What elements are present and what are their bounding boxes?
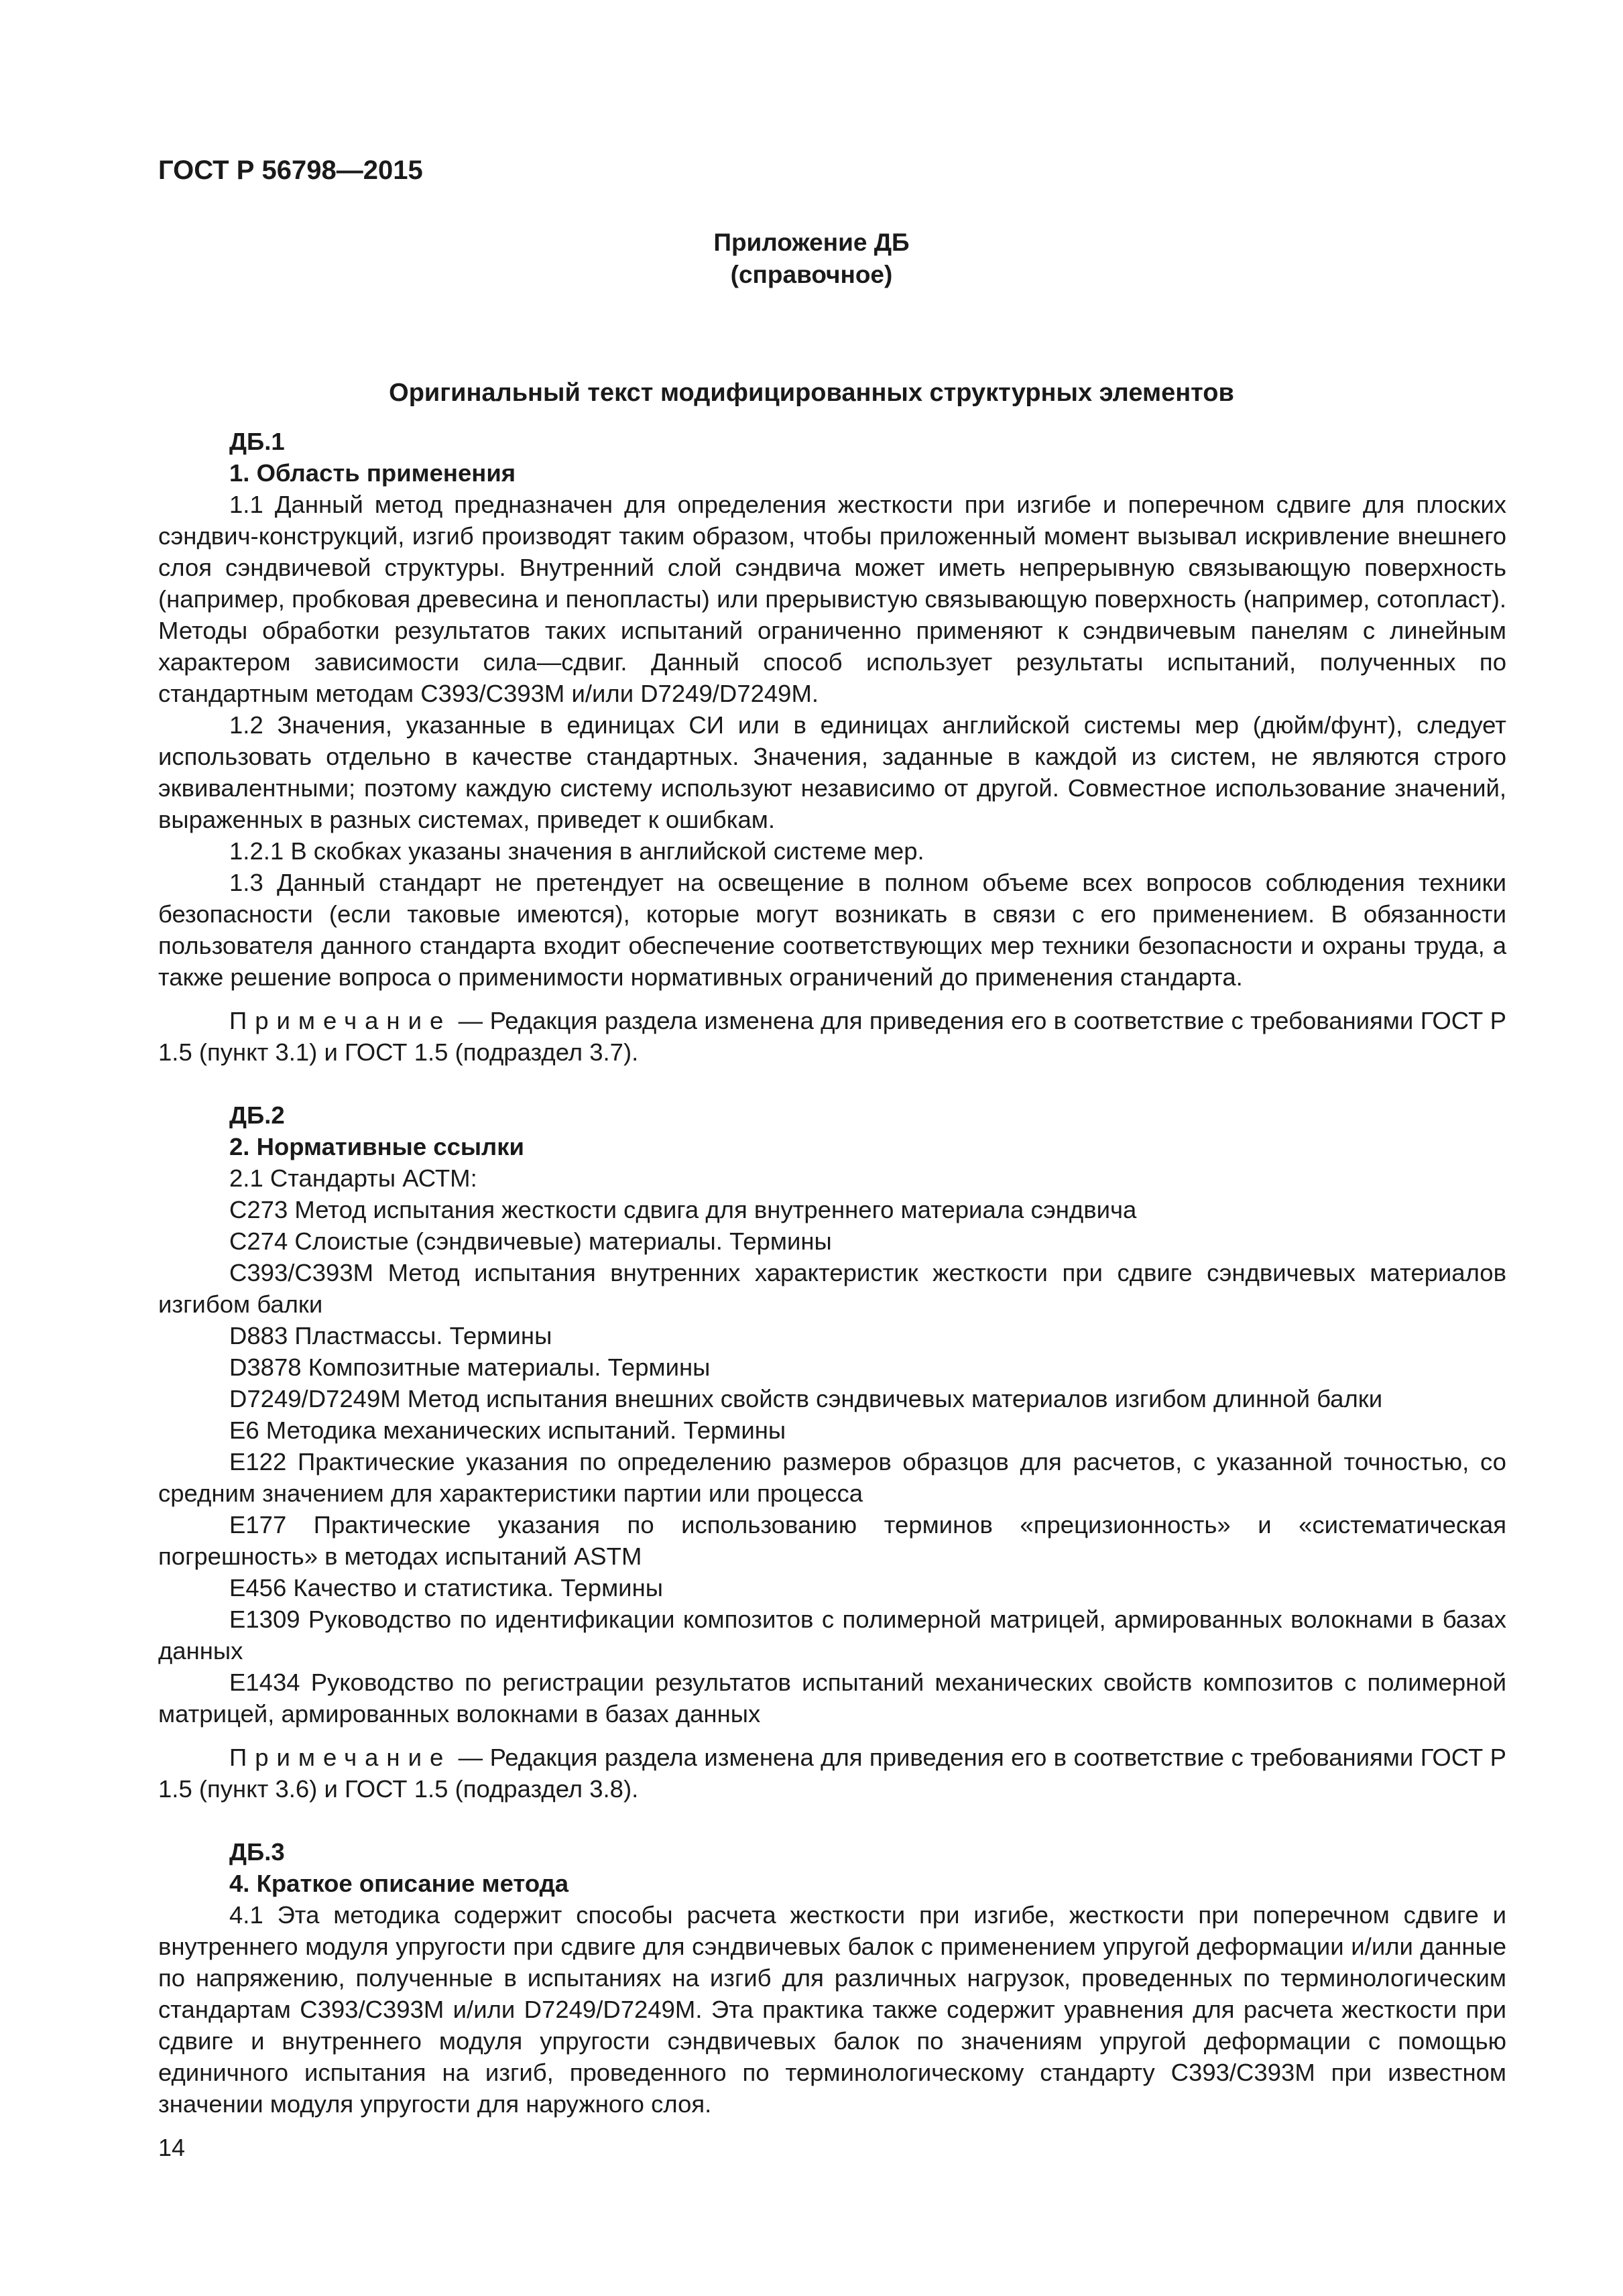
reference-item: D883 Пластмассы. Термины <box>229 1322 552 1349</box>
note-text: — Редакция раздела изменена для приведения его в соответствие с требованиями ГОСТ Р 1.5 (пункт 3.6) и ГОСТ 1.5 (подраздел 3.8). <box>158 1744 1506 1803</box>
page-number: 14 <box>158 2134 186 2161</box>
section-label-db2: ДБ.2 <box>229 1101 285 1129</box>
paragraph-1-2-1: 1.2.1 В скобках указаны значения в английской системе мер. <box>229 837 924 865</box>
reference-item: E1309 Руководство по идентификации композитов с полимерной матрицей, армированных волокнами в базах данных <box>158 1606 1506 1665</box>
reference-item: C274 Слоистые (сэндвичевые) материалы. Термины <box>229 1227 832 1255</box>
note-label: Примечание <box>229 1744 452 1771</box>
note-db1 <box>158 1005 1506 1068</box>
reference-item: E177 Практические указания по использованию терминов «прецизионность» и «систематическая погрешность» в методах испытаний ASTM <box>158 1511 1506 1570</box>
paragraph-1-2: 1.2 Значения, указанные в единицах СИ или в единицах английской системы мер (дюйм/фунт), следует использовать отдельно в качестве стандартных. Значения, заданные в каждой из систем, не являются строго эквивалентными; поэтому каждую систему используют независимо от другой. Совместное использование значений, выраженных в разных системах, приведет к ошибкам. <box>158 711 1506 833</box>
annex-heading <box>0 227 1623 291</box>
reference-item: E122 Практические указания по определению размеров образцов для расчетов, с указанной точностью, со средним значением для характеристики партии или процесса <box>158 1448 1506 1507</box>
reference-item: E456 Качество и статистика. Термины <box>229 1574 663 1602</box>
document-code: ГОСТ Р 56798—2015 <box>158 156 423 185</box>
content-body <box>158 426 1506 2120</box>
section-label-db3: ДБ.3 <box>229 1838 285 1866</box>
section-label-db1: ДБ.1 <box>229 428 285 455</box>
note-text: — Редакция раздела изменена для приведения его в соответствие с требованиями ГОСТ Р 1.5 (пункт 3.1) и ГОСТ 1.5 (подраздел 3.7). <box>158 1007 1506 1066</box>
annex-kind: (справочное) <box>730 261 893 288</box>
reference-item: C393/C393M Метод испытания внутренних характеристик жесткости при сдвиге сэндвичевых материалов изгибом балки <box>158 1259 1506 1318</box>
section-heading-db3: 4. Краткое описание метода <box>229 1870 569 1897</box>
reference-item: D7249/D7249M Метод испытания внешних свойств сэндвичевых материалов изгибом длинной балки <box>229 1385 1383 1412</box>
main-title: Оригинальный текст модифицированных структурных элементов <box>389 379 1234 407</box>
annex-title: Приложение ДБ <box>713 229 910 256</box>
paragraph-2-1: 2.1 Стандарты АСТМ: <box>229 1164 477 1192</box>
section-heading-db2: 2. Нормативные ссылки <box>229 1133 524 1160</box>
note-db2 <box>158 1742 1506 1805</box>
note-label: Примечание <box>229 1007 452 1034</box>
paragraph-1-1: 1.1 Данный метод предназначен для определения жесткости при изгибе и поперечном сдвиге для плоских сэндвич-конструкций, изгиб производят таким образом, чтобы приложенный момент вызывал искривление внешнего слоя сэндвичевой структуры. Внутренний слой сэндвича может иметь непрерывную связывающую поверхность (например, пробковая древесина и пенопласты) или прерывистую связывающую поверхность (например, сотопласт). Методы обработки результатов таких испытаний ограниченно применяют к сэндвичевым панелям с линейным характером зависимости сила—сдвиг. Данный способ использует результаты испытаний, полученных по стандартным методам C393/C393M и/или D7249/D7249M. <box>158 491 1506 707</box>
reference-item: E6 Методика механических испытаний. Термины <box>229 1416 786 1444</box>
reference-item: C273 Метод испытания жесткости сдвига для внутреннего материала сэндвича <box>229 1196 1137 1223</box>
reference-item: D3878 Композитные материалы. Термины <box>229 1353 711 1381</box>
section-heading-db1: 1. Область применения <box>229 459 516 487</box>
paragraph-1-3: 1.3 Данный стандарт не претендует на освещение в полном объеме всех вопросов соблюдения техники безопасности (если таковые имеются), которые могут возникать в связи с его применением. В обязанности пользователя данного стандарта входит обеспечение соответствующих мер техники безопасности и охраны труда, а также решение вопроса о применимости нормативных ограничений до применения стандарта. <box>158 869 1506 991</box>
paragraph-4-1: 4.1 Эта методика содержит способы расчета жесткости при изгибе, жесткости при поперечном сдвиге и внутреннего модуля упругости при сдвиге для сэндвичевых балок с применением упругой деформации и/или данные по напряжению, полученные в испытаниях на изгиб для различных нагрузок, проведенных по терминологическим стандартам C393/C393M и/или D7249/D7249M. Эта практика также содержит уравнения для расчета жесткости при сдвиге и внутреннего модуля упругости сэндвичевых балок по значениям упругой деформации с помощью единичного испытания на изгиб, проведенного по терминологическому стандарту C393/C393M при известном значении модуля упругости для наружного слоя. <box>158 1901 1506 2118</box>
reference-item: E1434 Руководство по регистрации результатов испытаний механических свойств композитов с полимерной матрицей, армированных волокнами в базах данных <box>158 1669 1506 1728</box>
